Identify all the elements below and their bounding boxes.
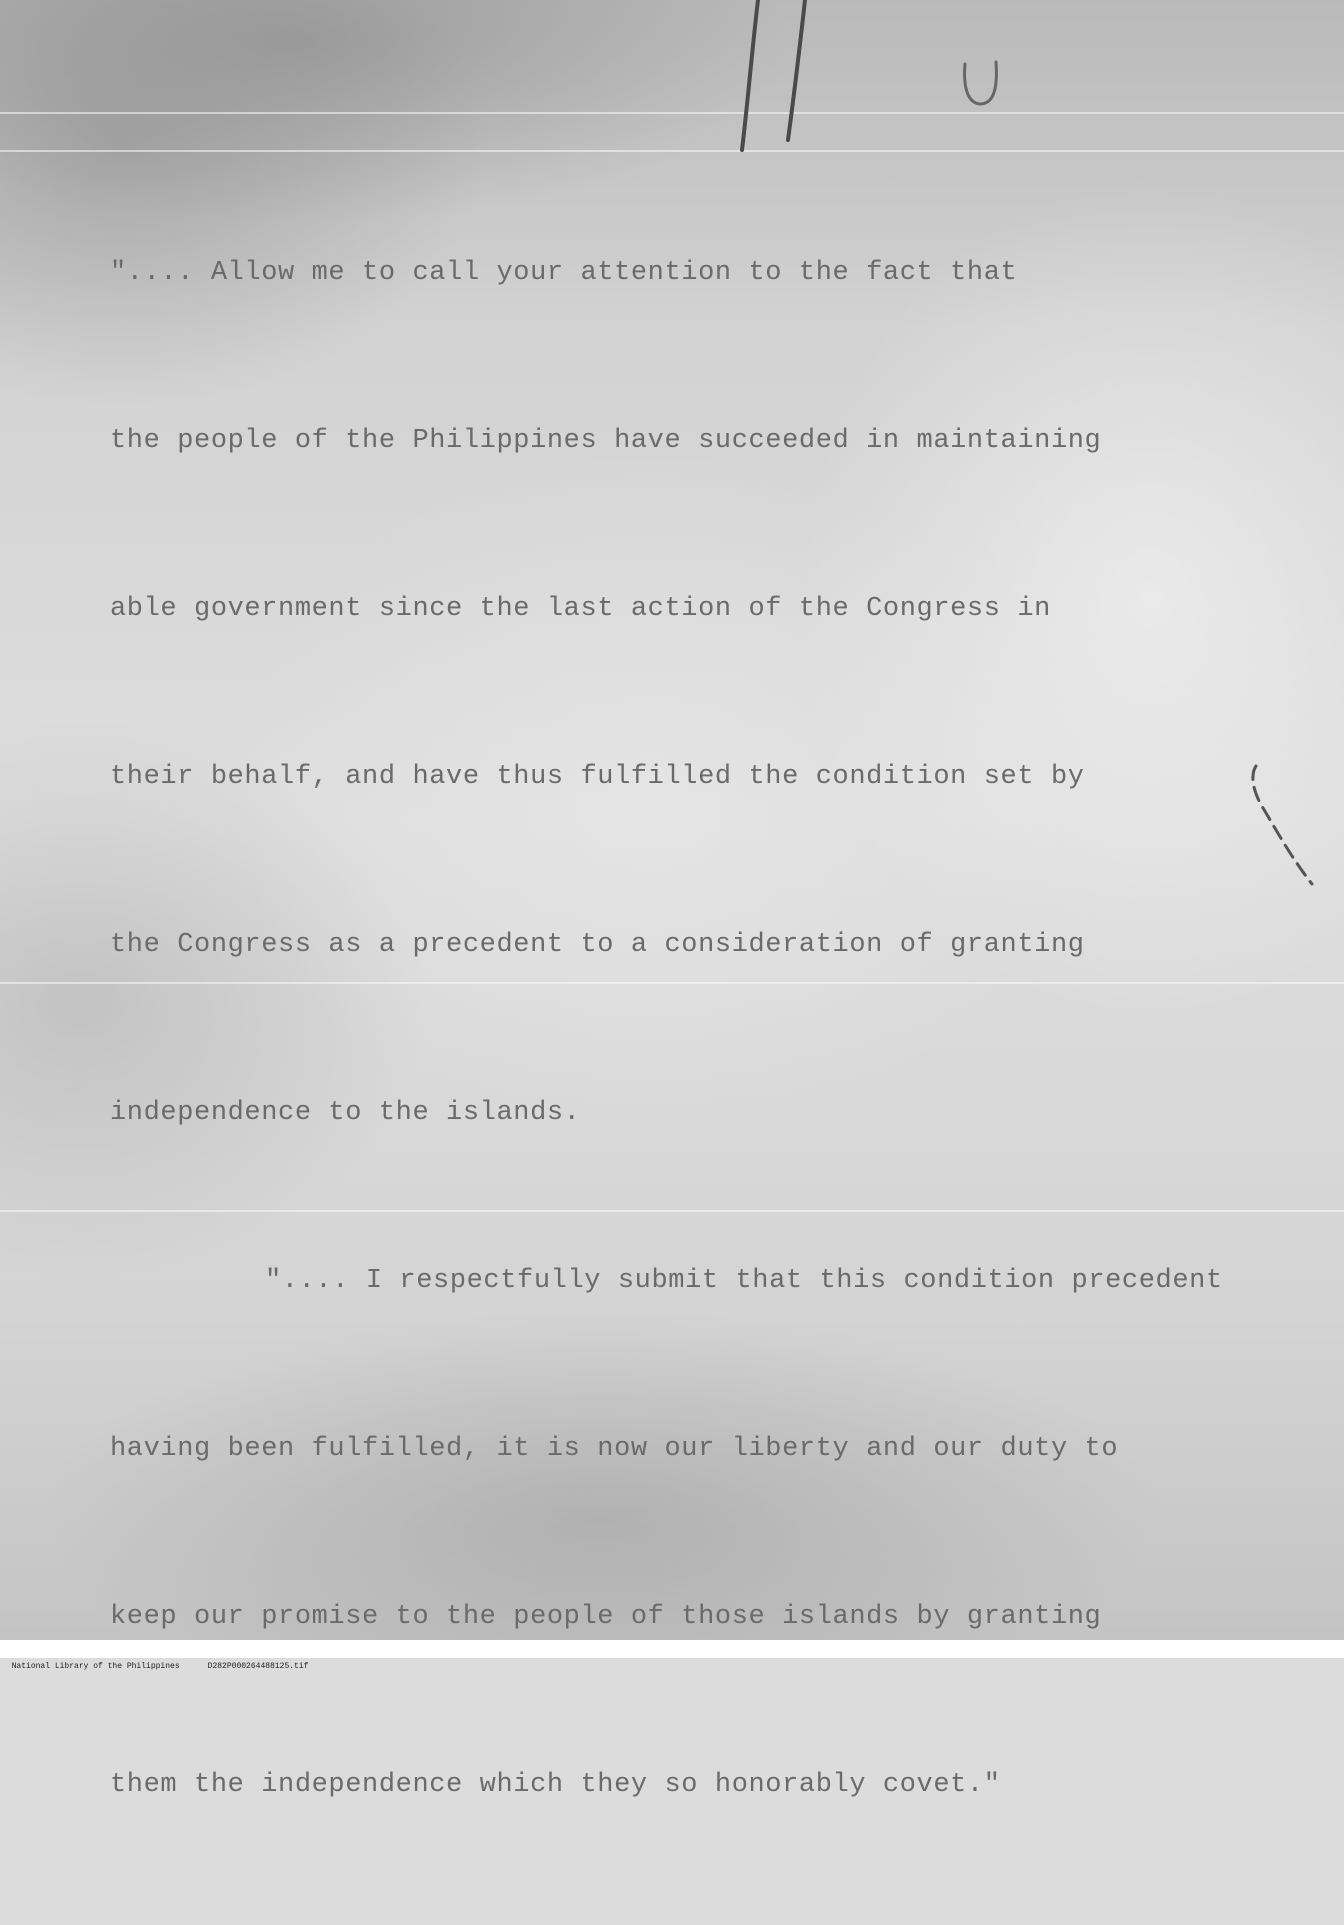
typed-line: able government since the last action of the Congress in (110, 594, 1051, 624)
typed-line: their behalf, and have thus fulfilled the condition set by (110, 762, 1085, 792)
typed-line: having been fulfilled, it is now our liberty and our duty to (110, 1434, 1119, 1464)
footer-file-code: D282P000264488125.tif (207, 1662, 309, 1671)
typed-line: the Congress as a precedent to a consideration of granting (110, 930, 1085, 960)
typed-line: keep our promise to the people of those islands by granting (110, 1602, 1102, 1632)
footer-library-name: National Library of the Philippines (11, 1662, 180, 1671)
typed-line: them the independence which they so honorably covet." (110, 1770, 1001, 1800)
typed-line-indented: ".... I respectfully submit that this condition precedent (265, 1266, 1223, 1296)
pen-bracket-mark (1253, 766, 1312, 884)
pen-stroke (788, 0, 805, 140)
typed-line: ".... Allow me to call your attention to the fact that (110, 258, 1018, 288)
typed-line: the people of the Philippines have succeeded in maintaining (110, 426, 1102, 456)
pen-stroke (742, 0, 758, 150)
typed-line: independence to the islands. (110, 1098, 581, 1128)
handwritten-letter-u-mark (965, 62, 997, 104)
scan-footer (0, 1640, 1344, 1671)
